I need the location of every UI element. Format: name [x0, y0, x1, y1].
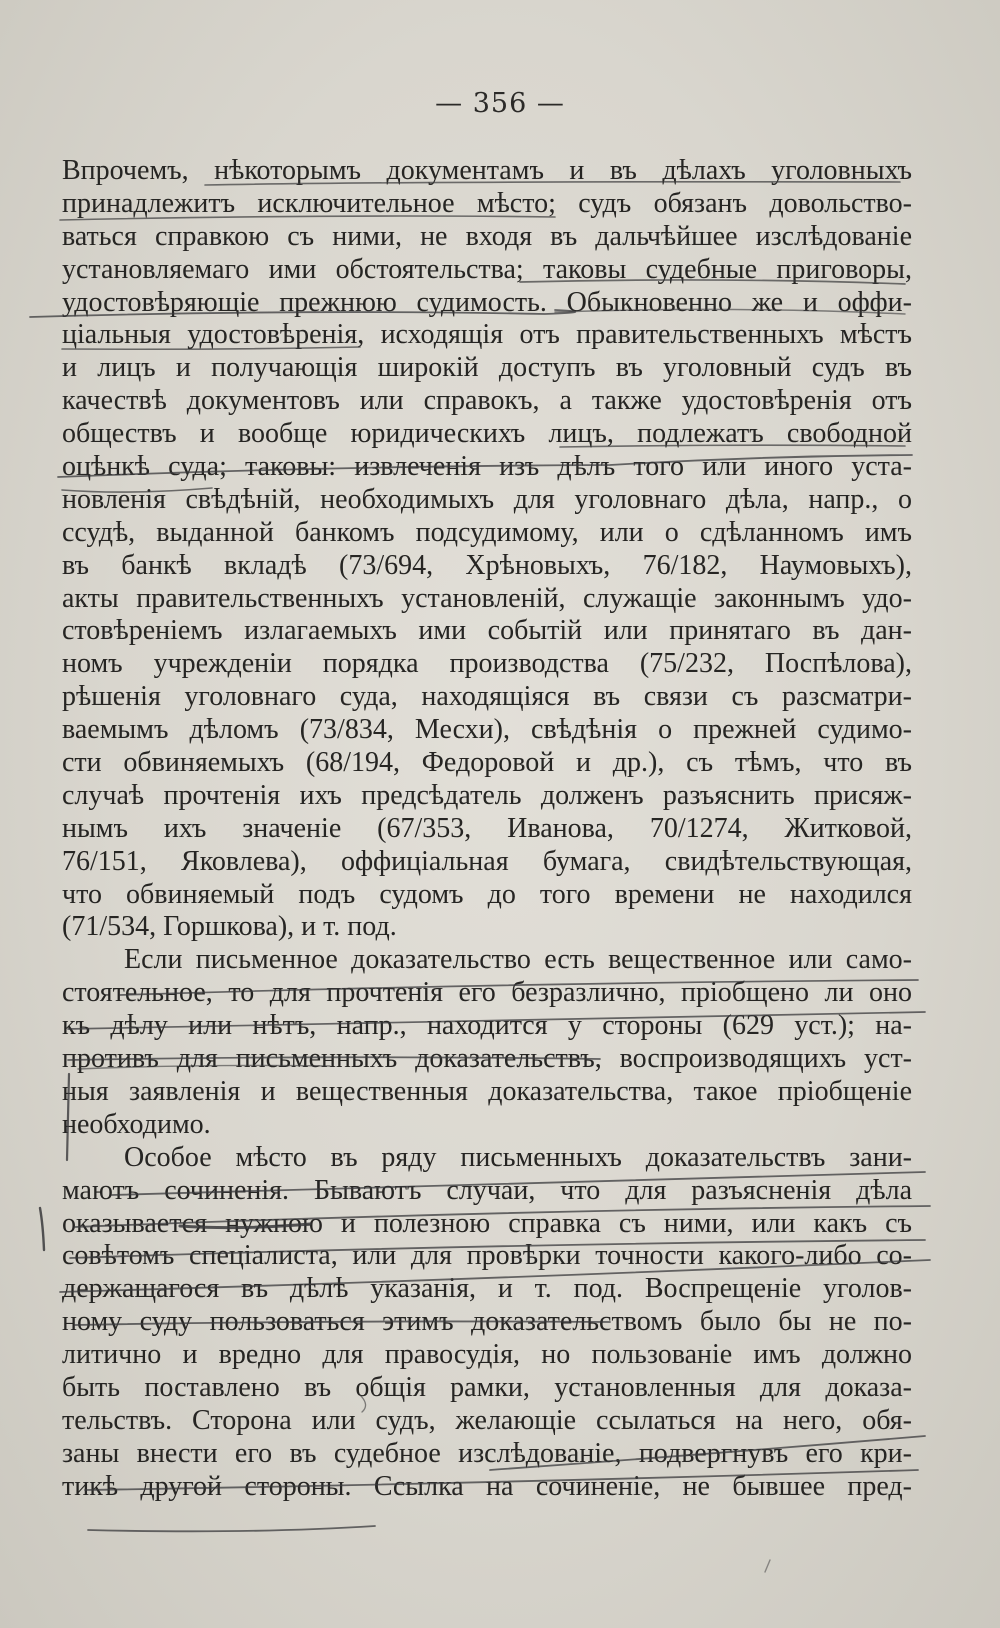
text-line: качествѣ документовъ или справокъ, а также удостовѣренія отъ: [62, 385, 912, 417]
text-line: новленія свѣдѣній, необходимыхъ для уголовнаго дѣла, напр., о: [62, 483, 912, 515]
text-line: и лицъ и получающія широкій доступъ въ уголовный судъ въ: [62, 352, 912, 384]
body-text: [62, 155, 912, 1504]
text-line: въ банкѣ вкладѣ (73/694, Хрѣновыхъ, 76/182, Наумовыхъ),: [62, 549, 912, 581]
text-line: 76/151, Яковлева), оффиціальная бумага, свидѣтельствующая,: [62, 845, 912, 877]
text-line: тельствъ. Сторона или судъ, желающіе ссылаться на него, обя-: [62, 1404, 912, 1436]
text-line: оцѣнкѣ суда; таковы: извлеченія изъ дѣлъ того или иного уста-: [62, 451, 912, 483]
text-line: необходимо.: [62, 1108, 211, 1140]
pencil-margin-tick: [40, 1208, 44, 1250]
text-line: акты правительственныхъ установленій, служащіе законнымъ удо-: [62, 582, 912, 614]
paragraph: [62, 1142, 912, 1504]
pencil-underline: [88, 1526, 375, 1531]
text-line: удостовѣряющіе прежнюю судимость. Обыкновенно же и оффи-: [62, 286, 912, 318]
text-line: сти обвиняемыхъ (68/194, Федоровой и др.), съ тѣмъ, что въ: [62, 747, 912, 779]
paragraph: [62, 155, 912, 944]
text-line: Особое мѣсто въ ряду письменныхъ доказательствъ зани-: [124, 1141, 912, 1173]
text-line: Если письменное доказательство есть вещественное или само-: [124, 944, 912, 976]
text-line: ссудѣ, выданной банкомъ подсудимому, или о сдѣланномъ имъ: [62, 516, 912, 548]
text-line: стовѣреніемъ излагаемыхъ ими событій или принятаго въ дан-: [62, 615, 912, 647]
text-line: ному суду пользоваться этимъ доказательствомъ было бы не по-: [62, 1306, 912, 1338]
text-line: Впрочемъ, нѣкоторымъ документамъ и въ дѣлахъ уголовныхъ: [62, 155, 912, 186]
text-line: быть поставлено въ общія рамки, установленныя для доказа-: [62, 1371, 912, 1403]
text-line: заны внести его въ судебное изслѣдованіе, подвергнувъ его кри-: [62, 1437, 912, 1469]
text-line: принадлежитъ исключительное мѣсто; судъ обязанъ довольство-: [62, 187, 912, 219]
text-line: оказывается нужною и полезною справка съ ними, или какъ съ: [62, 1207, 912, 1239]
text-line: къ дѣлу или нѣтъ, напр., находится у стороны (629 уст.); на-: [62, 1010, 912, 1042]
pencil-stray-mark: [765, 1560, 770, 1572]
text-line: обществъ и вообще юридическихъ лицъ, подлежатъ свободной: [62, 418, 912, 450]
text-line: маютъ сочиненія. Бываютъ случаи, что для разъясненія дѣла: [62, 1174, 912, 1206]
text-line: случаѣ прочтенія ихъ предсѣдатель долженъ разъяснить присяж-: [62, 779, 912, 811]
paragraph: [62, 944, 912, 1141]
text-line: тикѣ другой стороны. Ссылка на сочиненіе, не бывшее пред-: [62, 1470, 912, 1502]
text-line: литично и вредно для правосудія, но пользованіе имъ должно: [62, 1339, 912, 1371]
text-line: ваемымъ дѣломъ (73/834, Месхи), свѣдѣнія о прежней судимо-: [62, 714, 912, 746]
page-number: — 356 —: [435, 88, 565, 119]
text-line: номъ учрежденіи порядка производства (75/232, Поспѣлова),: [62, 648, 912, 680]
text-line: ваться справкою съ ними, не входя въ дальчѣйшее изслѣдованіе: [62, 220, 912, 252]
text-line: держащагося въ дѣлѣ указанія, и т. под. Воспрещеніе уголов-: [62, 1273, 912, 1305]
text-line: что обвиняемый подъ судомъ до того времени не находился: [62, 878, 912, 910]
text-line: (71/534, Горшкова), и т. под.: [62, 911, 397, 943]
text-line: совѣтомъ спеціалиста, или для провѣрки точности какого-либо со-: [62, 1240, 912, 1272]
text-line: нымъ ихъ значеніе (67/353, Иванова, 70/1274, Житковой,: [62, 812, 912, 844]
text-line: рѣшенія уголовнаго суда, находящіяся въ связи съ разсматри-: [62, 681, 912, 713]
text-line: ціальныя удостовѣренія, исходящія отъ правительственныхъ мѣстъ: [62, 319, 912, 351]
text-line: противъ для письменныхъ доказательствъ, воспроизводящихъ уст-: [62, 1043, 912, 1075]
text-line: ныя заявленія и вещественныя доказательства, такое пріобщеніе: [62, 1075, 912, 1107]
text-line: установляемаго ими обстоятельства; таковы судебные приговоры,: [62, 253, 912, 285]
text-line: стоятельное, то для прочтенія его безразлично, пріобщено ли оно: [62, 977, 912, 1009]
